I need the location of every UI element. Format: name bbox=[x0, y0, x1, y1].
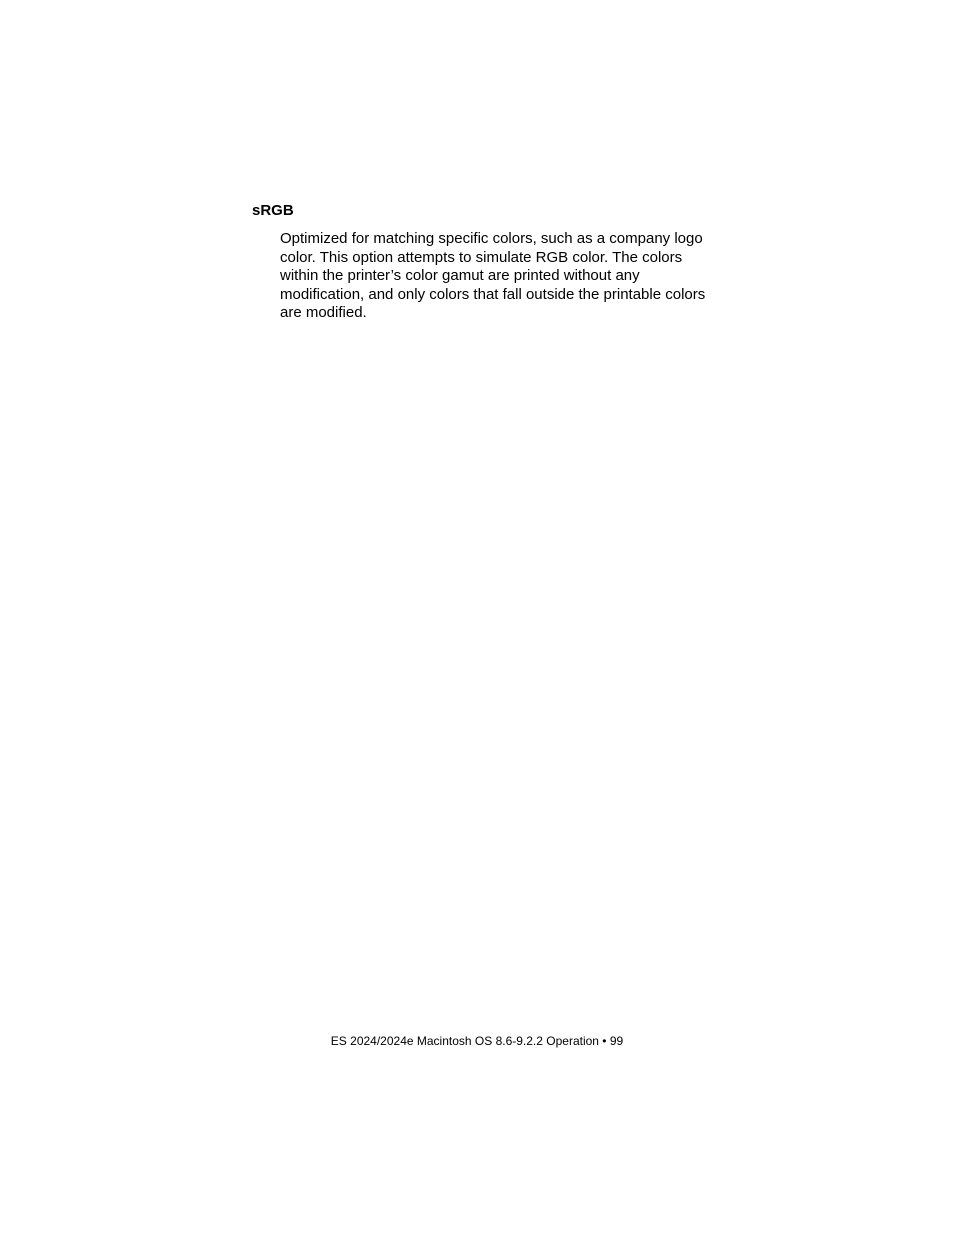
body-line: color. This option attempts to simulate RGB color. The colors bbox=[280, 248, 683, 266]
page-footer: ES 2024/2024e Macintosh OS 8.6-9.2.2 Operation • 99 bbox=[330, 1034, 624, 1048]
section-heading: sRGB bbox=[252, 202, 294, 219]
body-line: within the printer’s color gamut are printed without any bbox=[280, 267, 640, 284]
body-line: modification, and only colors that fall outside the printable colors bbox=[280, 285, 706, 303]
section-body bbox=[280, 230, 730, 323]
body-line: are modified. bbox=[280, 304, 367, 321]
body-line: Optimized for matching specific colors, such as a company logo bbox=[280, 230, 703, 247]
